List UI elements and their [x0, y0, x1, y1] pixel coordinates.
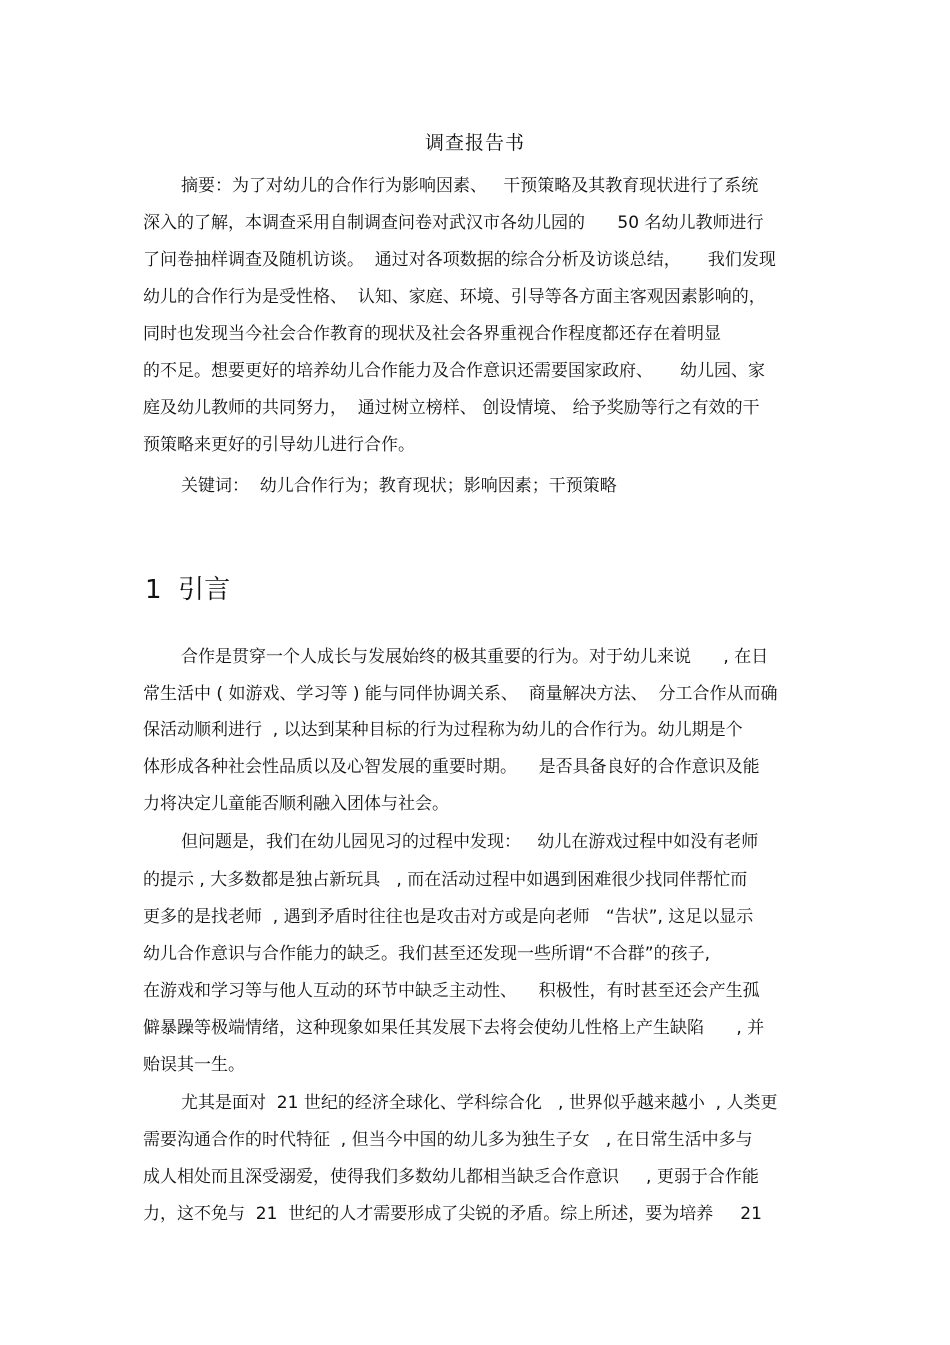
- paragraph-line: 幼儿合作意识与合作能力的缺乏。我们甚至还发现一些所谓“不合群”的孩子,: [143, 944, 711, 964]
- abstract-line: 的不足。想要更好的培养幼儿合作能力及合作意识还需要国家政府、 幼儿园、家: [143, 361, 766, 381]
- paragraph-line: 更多的是找老师 , 遇到矛盾时往往也是攻击对方或是向老师 “告状”, 这足以显示: [143, 907, 754, 927]
- paragraph-line: 保活动顺利进行 , 以达到某种目标的行为过程称为幼儿的合作行为。幼儿期是个: [143, 720, 743, 740]
- paragraph-line: 在游戏和学习等与他人互动的环节中缺乏主动性、 积极性，有时甚至还会产生孤: [143, 981, 760, 1001]
- paragraph-line: 体形成各种社会性品质以及心智发展的重要时期。 是否具备良好的合作意识及能: [143, 757, 760, 777]
- paragraph-line: 力将决定儿童能否顺利融入团体与社会。: [143, 794, 449, 814]
- paragraph-line: 成人相处而且深受溺爱，使得我们多数幼儿都相当缺乏合作意识 , 更弱于合作能: [143, 1167, 759, 1187]
- paragraph-line: 力，这不免与 21 世纪的人才需要形成了尖锐的矛盾。综上所述，要为培养 21: [143, 1204, 762, 1224]
- abstract-line: 深入的了解，本调查采用自制调查问卷对武汉市各幼儿园的 50 名幼儿教师进行: [143, 213, 764, 233]
- abstract-line: 庭及幼儿教师的共同努力， 通过树立榜样、 创设情境、 给予奖励等行之有效的干: [143, 398, 760, 418]
- abstract-line: 摘要：为了对幼儿的合作行为影响因素、 干预策略及其教育现状进行了系统: [181, 176, 759, 196]
- paragraph-line: 常生活中 ( 如游戏、学习等 ) 能与同伴协调关系、 商量解决方法、 分工合作从而确: [143, 684, 778, 704]
- paragraph-line: 合作是贯穿一个人成长与发展始终的极其重要的行为。对于幼儿来说 , 在日: [181, 647, 769, 667]
- abstract-line: 同时也发现当今社会合作教育的现状及社会各界重视合作程度都还存在着明显: [143, 324, 721, 344]
- keywords-line: 关键词： 幼儿合作行为；教育现状；影响因素；干预策略: [181, 476, 617, 496]
- section-heading: 1 引言: [145, 575, 231, 605]
- paragraph-line: 僻暴躁等极端情绪，这种现象如果任其发展下去将会使幼儿性格上产生缺陷 , 并: [143, 1018, 765, 1038]
- document-title: 调查报告书: [424, 132, 525, 154]
- paragraph-line: 但问题是，我们在幼儿园见习的过程中发现： 幼儿在游戏过程中如没有老师: [181, 832, 759, 852]
- paragraph-line: 尤其是面对 21 世纪的经济全球化、学科综合化 , 世界似乎越来越小 , 人类更: [181, 1093, 778, 1113]
- abstract-line: 幼儿的合作行为是受性格、 认知、家庭、环境、引导等各方面主客观因素影响的，: [143, 287, 766, 307]
- paragraph-line: 的提示 , 大多数都是独占新玩具 , 而在活动过程中如遇到困难很少找同伴帮忙而: [143, 870, 748, 890]
- paragraph-line: 需要沟通合作的时代特征 , 但当今中国的幼儿多为独生子女 , 在日常生活中多与: [143, 1130, 753, 1150]
- abstract-line: 预策略来更好的引导幼儿进行合作。: [143, 435, 415, 455]
- paragraph-line: 贻误其一生。: [143, 1055, 245, 1075]
- abstract-line: 了问卷抽样调查及随机访谈。 通过对各项数据的综合分析及访谈总结， 我们发现: [143, 250, 776, 270]
